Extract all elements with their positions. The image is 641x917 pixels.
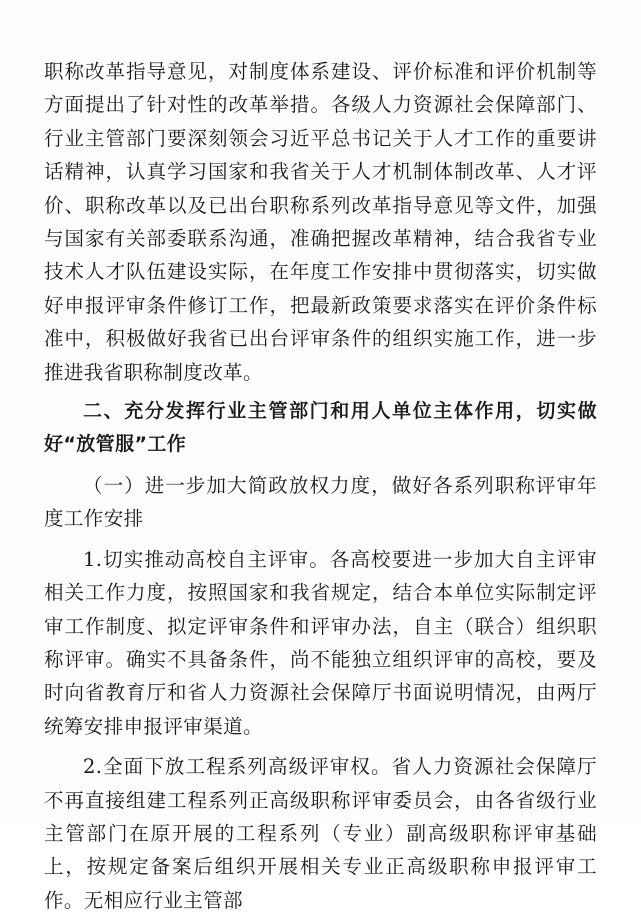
paragraph-continuation: 职称改革指导意见，对制度体系建设、评价标准和评价机制等方面提出了针对性的改革举措。各级人力资源社会保障部门、行业主管部门要深刻领会习近平总书记关于人才工作的重要讲话精神，认真学习国家和我省关于人才机制体制改革、人才评价、职称改革以及已出台职称系列改革指导意见等文件，加强与国家有关部委联系沟通，准确把握改革精神，结合我省专业技术人才队伍建设实际，在年度工作安排中贯彻落实，切实做好申报评审条件修订工作，把最新政策要求落实在评价条件标准中，积极做好我省已出台评审条件的组织实施工作，进一步推进我省职称制度改革。 bbox=[44, 60, 597, 384]
subsection-heading: （一）进一步加大简政放权力度，做好各系列职称评审年度工作安排 bbox=[44, 473, 597, 531]
paragraph-item-1: 1.切实推动高校自主评审。各高校要进一步加大自主评审相关工作力度，按照国家和我省规定，结合本单位实际制定评审工作制度、拟定评审条件和评审办法，自主（联合）组织职称评审。确实不具备条件，尚不能独立组织评审的高校，要及时向省教育厅和省人力资源社会保障厅书面说明情况，由两厅统筹安排申报评审渠道。 bbox=[44, 547, 597, 738]
paragraph-item-2: 2.全面下放工程系列高级评审权。省人力资源社会保障厅不再直接组建工程系列正高级职称评审委员会，由各省级行业主管部门在原开展的工程系列（专业）副高级职称评审基础上，按规定备案后组织开展相关专业正高级职称申报评审工作。无相应行业主管部 bbox=[44, 755, 597, 912]
section-heading: 二、充分发挥行业主管部门和用人单位主体作用，切实做好“放管服”工作 bbox=[44, 400, 597, 456]
document-body bbox=[44, 55, 597, 917]
